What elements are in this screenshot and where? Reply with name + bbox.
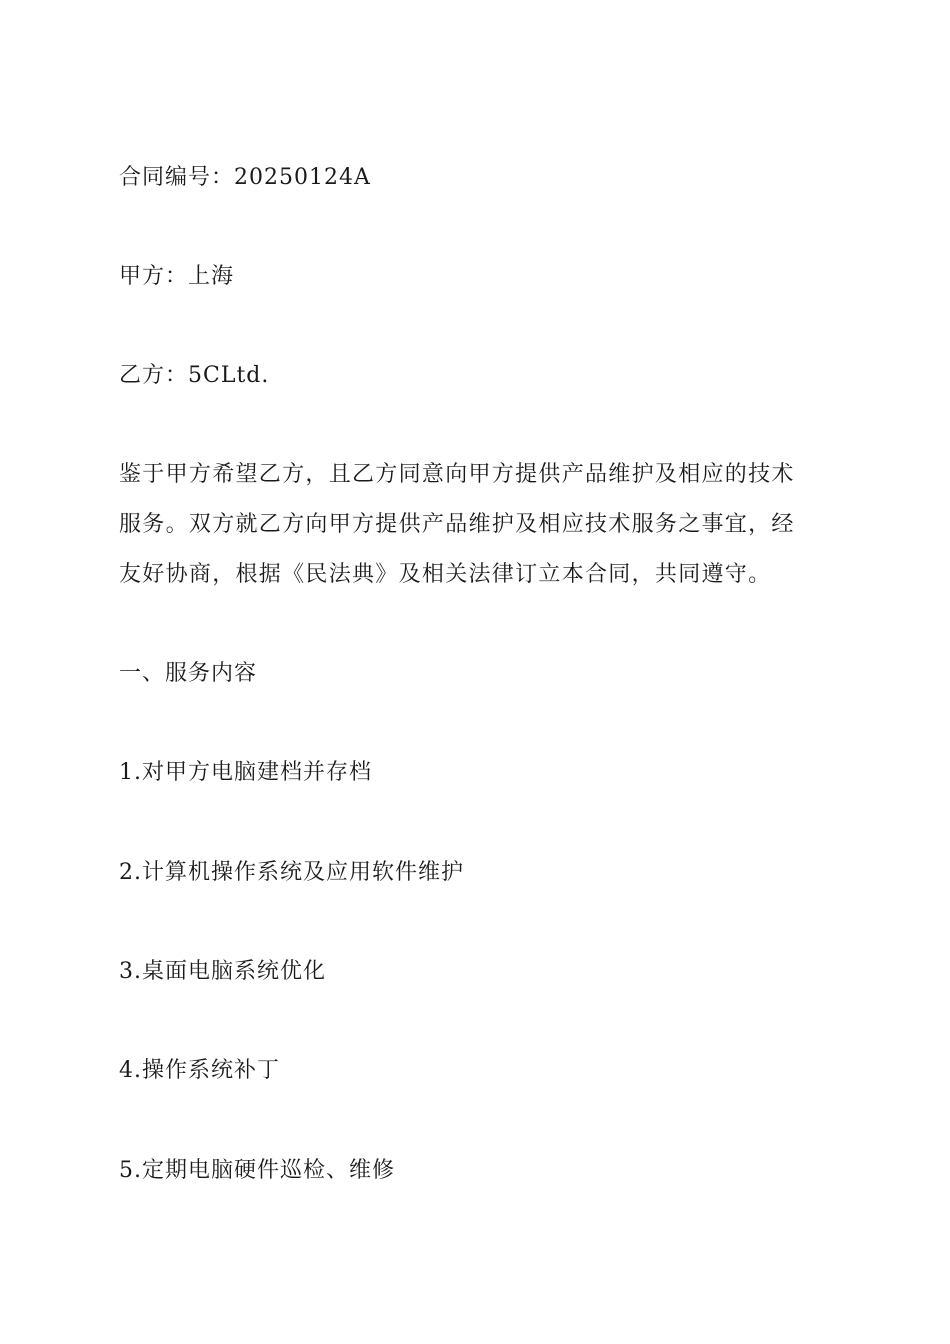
service-item: 2.计算机操作系统及应用软件维护: [119, 860, 464, 885]
preamble-paragraph: [119, 450, 839, 600]
service-item: 3.桌面电脑系统优化: [119, 959, 326, 984]
preamble-line: 鉴于甲方希望乙方，且乙方同意向甲方提供产品维护及相应的技术: [119, 462, 795, 487]
service-item: 1.对甲方电脑建档并存档: [119, 760, 372, 785]
preamble-line: 友好协商，根据《民法典》及相关法律订立本合同，共同遵守。: [119, 562, 772, 587]
preamble-line: 服务。双方就乙方向甲方提供产品维护及相应技术服务之事宜，经: [119, 512, 795, 537]
service-item: 4.操作系统补丁: [119, 1058, 280, 1083]
contract-number: 合同编号：20250124A: [119, 165, 371, 190]
party-b: 乙方：5CLtd.: [119, 363, 270, 388]
party-a: 甲方：上海: [119, 264, 235, 289]
service-item: 5.定期电脑硬件巡检、维修: [119, 1158, 395, 1183]
section-title-service-content: 一、服务内容: [119, 661, 258, 686]
